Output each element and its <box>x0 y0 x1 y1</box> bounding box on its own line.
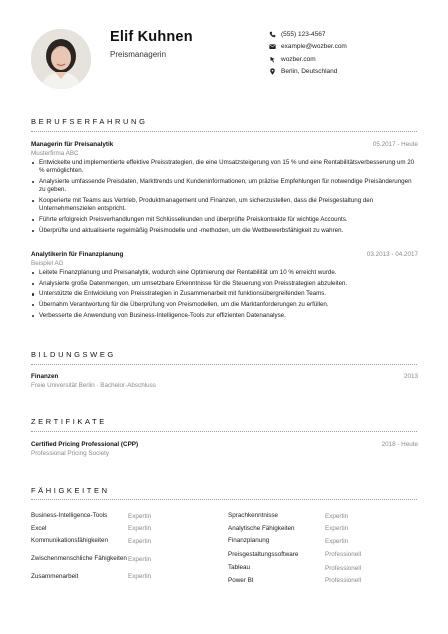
skill-item <box>31 548 221 571</box>
education-subtitle: Freie Universität Berlin · Bachelor-Abschluss <box>31 382 156 389</box>
job-bullet: Übernahm Verantwortung für die Überprüfung von Preismodellen, um die Marktanforderungen zu erfüllen. <box>31 301 417 309</box>
profile-photo <box>31 29 91 89</box>
email-icon <box>268 43 276 51</box>
location-pin-icon <box>268 68 276 76</box>
job-dates: 03.2013 - 04.2017 <box>366 251 418 258</box>
certificate-title: Certified Pricing Professional (CPP) <box>31 441 139 448</box>
section-title-certificates: ZERTIFIKATE <box>31 417 107 426</box>
skill-name: Kommunikationsfähigkeiten <box>31 537 109 545</box>
skill-level: Expertin <box>325 512 349 520</box>
job-company: Musterfirma ABC <box>31 150 79 157</box>
candidate-role: Preismanagerin <box>110 50 167 59</box>
job-title: Managerin für Preisanalytik <box>31 141 114 148</box>
skill-item <box>31 535 221 548</box>
skill-level: Expertin <box>128 555 152 563</box>
skill-item <box>228 523 418 536</box>
job-company: Beispiel AG <box>31 260 64 267</box>
skill-level: Expertin <box>128 525 152 533</box>
profile-photo-image <box>31 29 91 89</box>
certificate-issuer: Professional Pricing Society <box>31 450 110 457</box>
candidate-name: Elif Kuhnen <box>110 29 193 45</box>
skill-level: Expertin <box>325 525 349 533</box>
skill-name: Excel <box>31 524 47 532</box>
job-bullet: Analysierte große Datenmengen, um umsetzbare Erkenntnisse für die Steuerung von Preisstrategien abzuleiten. <box>31 280 417 288</box>
skills-column-right <box>228 510 418 587</box>
job-bullet: Entwickelte und implementierte effektive Preisstrategien, die eine Umsatzsteigerung von 15 % und eine Rentabilitätsverbesserung um 20 % ermöglichten. <box>31 159 417 176</box>
link-icon <box>268 55 276 63</box>
section-divider <box>31 499 417 500</box>
certificate-date: 2018 - Heute <box>381 441 418 448</box>
skill-item <box>31 571 221 584</box>
skill-level: Expertin <box>128 573 152 581</box>
skill-level: Professionell <box>325 577 362 585</box>
skill-item <box>228 575 418 588</box>
contact-phone <box>268 28 428 41</box>
job-bullet: Leitete Finanzplanung und Preisanalytik, wodurch eine Optimierung der Rentabilität um 10 % erreicht wurde. <box>31 269 417 277</box>
phone-icon <box>268 30 276 38</box>
skill-level: Expertin <box>128 537 152 545</box>
education-title: Finanzen <box>31 373 59 380</box>
skill-name: Zusammenarbeit <box>31 572 79 580</box>
section-title-skills: FÄHIGKEITEN <box>31 486 110 495</box>
section-title-experience: BERUFSERFAHRUNG <box>31 117 148 126</box>
skill-item <box>228 548 418 563</box>
skill-item <box>228 562 418 575</box>
job-dates: 05.2017 - Heute <box>372 141 418 148</box>
contact-list <box>268 28 428 78</box>
skill-level: Expertin <box>325 537 349 545</box>
contact-phone-text: (555) 123-4567 <box>281 30 326 38</box>
job-bullet: Analysierte umfassende Preisdaten, Markttrends und Kundeninformationen, um präzise Empfehlungen für notwendige Preisänderungen zu geben. <box>31 178 417 195</box>
contact-location-text: Berlin, Deutschland <box>281 68 338 76</box>
section-title-education: BILDUNGSWEG <box>31 350 116 359</box>
job-bullets <box>31 159 417 237</box>
contact-website <box>268 53 428 66</box>
job-bullet: Kooperierte mit Teams aus Vertrieb, Produktmanagement und Finanzen, um sicherzustellen, dass die Preisgestaltung den Unternehmenszielen entspricht. <box>31 197 417 214</box>
skill-name: Business-Intelligence-Tools <box>31 512 108 520</box>
skill-name: Finanzplanung <box>228 537 270 545</box>
job-bullet: Unterstützte die Entwicklung von Preisstrategien in Zusammenarbeit mit funktionsübergreifenden Teams. <box>31 290 417 298</box>
contact-website-text: wozber.com <box>281 55 316 63</box>
job-bullet: Führte erfolgreich Preisverhandlungen mit Schlüsselkunden und überprüfte Preiskontrakte für wichtige Accounts. <box>31 216 417 224</box>
contact-email <box>268 41 428 54</box>
contact-email-text: example@wozber.com <box>281 43 347 51</box>
job-bullet: Verbesserte die Anwendung von Business-Intelligence-Tools zur effizienten Datenanalyse. <box>31 312 417 320</box>
section-divider <box>31 364 417 365</box>
skill-level: Professionell <box>325 551 362 559</box>
skill-item <box>228 535 418 548</box>
job-bullets <box>31 269 417 322</box>
skill-item <box>228 510 418 523</box>
skill-name: Sprachkenntnisse <box>228 512 279 520</box>
skill-name: Analytische Fähigkeiten <box>228 524 295 532</box>
skill-name: Preisgestaltungssoftware <box>228 550 299 558</box>
skill-name: Tableau <box>228 564 251 572</box>
section-divider <box>31 131 417 132</box>
education-date: 2013 <box>403 373 418 380</box>
skill-level: Expertin <box>128 512 152 520</box>
job-title: Analytikerin für Finanzplanung <box>31 251 124 258</box>
job-bullet: Überprüfte und aktualisierte regelmäßig Preismodelle und -methoden, um die Wettbewerbsfähigkeit zu wahren. <box>31 227 417 235</box>
skills-column-left <box>31 510 221 583</box>
section-divider <box>31 431 417 432</box>
contact-location <box>268 66 428 79</box>
skill-name: Zwischenmenschliche Fähigkeiten <box>31 555 127 562</box>
skill-name: Power BI <box>228 576 254 584</box>
skill-item <box>31 510 221 523</box>
skill-level: Professionell <box>325 564 362 572</box>
skill-item <box>31 523 221 536</box>
